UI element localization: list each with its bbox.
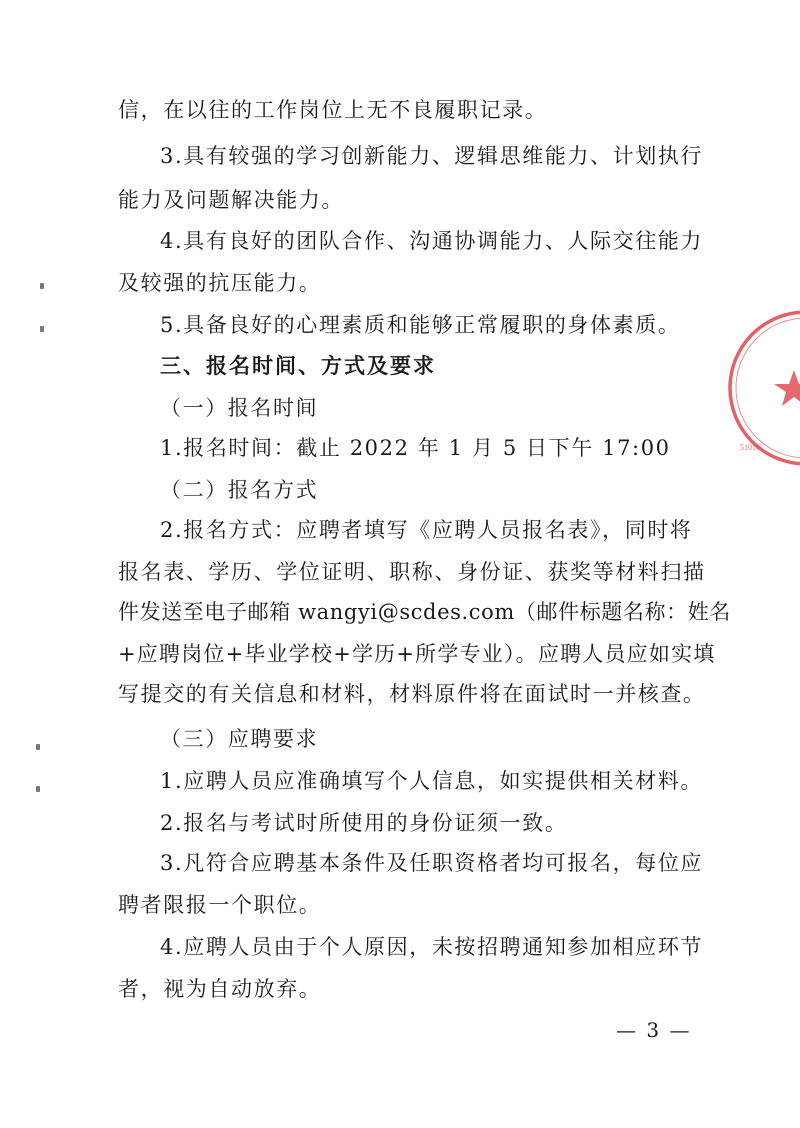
text-line: 2.报名与考试时所使用的身份证须一致。 xyxy=(160,811,568,835)
company-seal xyxy=(726,300,800,480)
text-line: 2.报名方式：应聘者填写《应聘人员报名表》，同时将 xyxy=(160,518,693,542)
binding-dot xyxy=(36,744,40,750)
text-line: 件发送至电子邮箱 wangyi@scdes.com（邮件标题名称：姓名 xyxy=(118,600,731,624)
text-line: 者，视为自动放弃。 xyxy=(118,977,322,1001)
text-line: 聘者限报一个职位。 xyxy=(118,893,322,917)
subsection-heading: （一）报名时间 xyxy=(160,396,319,420)
page-number: — 3 — xyxy=(616,1018,692,1042)
text-line: 3.凡符合应聘基本条件及任职资格者均可报名，每位应 xyxy=(160,851,704,875)
text-line: 1.报名时间：截止 2022 年 1 月 5 日下午 17:00 xyxy=(160,436,671,460)
subsection-heading: （三）应聘要求 xyxy=(160,727,319,751)
text-line: 能力及问题解决能力。 xyxy=(118,188,344,212)
text-line: 写提交的有关信息和材料，材料原件将在面试时一并核查。 xyxy=(118,682,706,706)
binding-dot xyxy=(40,283,44,289)
subsection-heading: （二）报名方式 xyxy=(160,478,319,502)
text-line: 报名表、学历、学位证明、职称、身份证、获奖等材料扫描 xyxy=(118,560,706,584)
text-line: 1.应聘人员应准确填写个人信息，如实提供相关材料。 xyxy=(160,769,704,793)
section-heading: 三、报名时间、方式及要求 xyxy=(160,353,436,378)
text-line: 4.应聘人员由于个人原因，未按招聘通知参加相应环节 xyxy=(160,935,704,959)
text-line: 5.具备良好的心理素质和能够正常履职的身体素质。 xyxy=(160,313,681,337)
binding-dot xyxy=(40,326,44,332)
svg-text:5101C: 5101C xyxy=(740,443,762,452)
binding-dot xyxy=(36,786,40,792)
text-line: 信，在以往的工作岗位上无不良履职记录。 xyxy=(118,98,548,122)
text-line: 4.具有良好的团队合作、沟通协调能力、人际交往能力 xyxy=(160,229,704,253)
text-line: 3.具有较强的学习创新能力、逻辑思维能力、计划执行 xyxy=(160,144,704,168)
text-line: +应聘岗位+毕业学校+学历+所学专业）。应聘人员应如实填 xyxy=(118,642,716,666)
text-line: 及较强的抗压能力。 xyxy=(118,271,322,295)
